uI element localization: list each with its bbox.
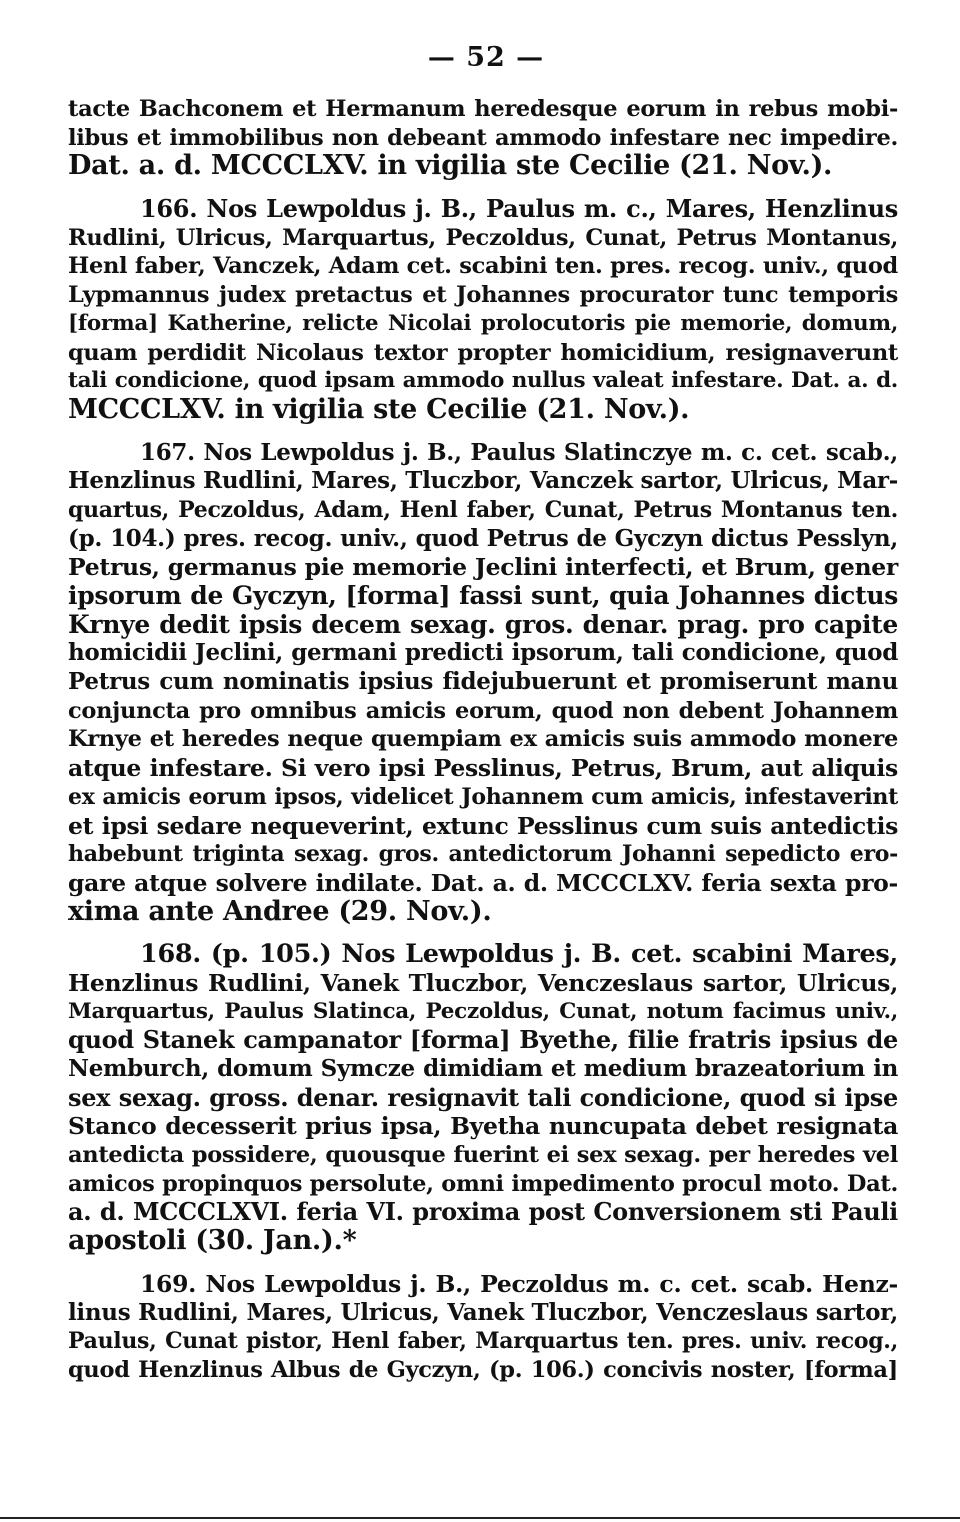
text-line: tali condicione, quod ipsam ammodo nullus valeat infestare. Dat. a. d. [68, 368, 898, 394]
text-line: Rudlini, Ulricus, Marquartus, Peczoldus, Cunat, Petrus Montanus, [68, 224, 898, 251]
text-line: atque infestare. Si vero ipsi Pesslinus, Petrus, Brum, aut aliquis [68, 754, 898, 783]
text-line: habebunt triginta sexag. gros. antedictorum Johanni sepedicto ero- [68, 841, 898, 868]
text-line: antedicta possidere, quousque fuerint ei sex sexag. per heredes vel [68, 1142, 898, 1169]
text-line: et ipsi sedare nequeverint, extunc Pesslinus cum suis antedictis [68, 811, 898, 840]
text-line: 167. Nos Lewpoldus j. B., Paulus Slatinczye m. c. cet. scab., [140, 438, 898, 466]
text-line: Dat. a. d. MCCCLXV. in vigilia ste Cecilie (21. Nov.). [68, 150, 833, 182]
text-line: xima ante Andree (29. Nov.). [68, 895, 492, 927]
bottom-border [0, 1517, 960, 1519]
page-number: — 52 — [427, 42, 545, 73]
text-line: quod Stanek campanator [forma] Byethe, filie fratris ipsius de [68, 1025, 898, 1055]
text-line: a. d. MCCCLXVI. feria VI. proxima post Conversionem sti Pauli [68, 1197, 898, 1227]
text-line: Petrus, germanus pie memorie Jeclini interfecti, et Brum, gener [68, 553, 898, 582]
text-line: [forma] Katherine, relicte Nicolai prolocutoris pie memorie, domum, [68, 310, 898, 336]
text-line: quam perdidit Nicolaus textor propter homicidium, resignaverunt [68, 339, 898, 366]
text-line: tacte Bachconem et Hermanum heredesque eorum in rebus mobi- [68, 96, 898, 122]
text-line: sex sexag. gross. denar. resignavit tali condicione, quod si ipse [68, 1082, 898, 1112]
text-line: 169. Nos Lewpoldus j. B., Peczoldus m. c. cet. scab. Henz- [140, 1269, 898, 1298]
text-line: (p. 104.) pres. recog. univ., quod Petrus de Gyczyn dictus Pesslyn, [68, 524, 898, 552]
entry-paragraph [68, 439, 898, 927]
text-line: quod Henzlinus Albus de Gyczyn, (p. 106.) concivis noster, [forma] [68, 1356, 898, 1383]
text-line: conjuncta pro omnibus amicis eorum, quod non debent Johannem [68, 697, 898, 724]
text-line: Henl faber, Vanczek, Adam cet. scabini ten. pres. recog. univ., quod [68, 253, 898, 280]
text-line: Marquartus, Paulus Slatinca, Peczoldus, Cunat, notum facimus univ., [68, 998, 898, 1024]
text-line: 166. Nos Lewpoldus j. B., Paulus m. c., Mares, Henzlinus [140, 194, 898, 224]
text-line: Henzlinus Rudlini, Mares, Tluczbor, Vanczek sartor, Ulricus, Mar- [68, 467, 898, 495]
text-line: ipsorum de Gyczyn, [forma] fassi sunt, quia Johannes dictus [68, 581, 898, 610]
text-line: linus Rudlini, Mares, Ulricus, Vanek Tluczbor, Venczeslaus sartor, [68, 1298, 898, 1326]
text-line: Paulus, Cunat pistor, Henl faber, Marquartus ten. pres. univ. recog., [68, 1328, 898, 1355]
text-line: Krnye dedit ipsis decem sexag. gros. denar. prag. pro capite [68, 609, 898, 639]
text-line: gare atque solvere indilate. Dat. a. d. MCCCLXV. feria sexta pro- [68, 868, 898, 897]
text-line: Petrus cum nominatis ipsius fidejubuerunt et promiserunt manu [68, 668, 898, 696]
text-line: Nemburch, domum Symcze dimidiam et medium brazeatorium in [68, 1055, 898, 1082]
continuation-paragraph [68, 95, 898, 181]
text-line: libus et immobilibus non debeant ammodo infestare nec impedire. [68, 124, 898, 151]
text-line: apostoli (30. Jan.).* [68, 1225, 357, 1257]
text-line: Henzlinus Rudlini, Vanek Tluczbor, Venczeslaus sartor, Ulricus, [68, 968, 898, 997]
entry-paragraph [68, 1270, 898, 1385]
body-text [68, 95, 898, 1385]
text-line: ex amicis eorum ipsos, videlicet Johannem cum amicis, infestaverint [68, 783, 898, 810]
text-line: quartus, Peczoldus, Adam, Henl faber, Cunat, Petrus Montanus ten. [68, 496, 898, 523]
text-line: 168. (p. 105.) Nos Lewpoldus j. B. cet. scabini Mares, [140, 939, 898, 970]
text-line: homicidii Jeclini, germani predicti ipsorum, tali condicione, quod [68, 639, 898, 667]
text-line: Stanco decesserit prius ipsa, Byetha nuncupata debet resignata [68, 1112, 898, 1141]
entry-paragraph [68, 195, 898, 425]
text-line: MCCCLXV. in vigilia ste Cecilie (21. Nov.). [68, 393, 690, 425]
text-line: Krnye et heredes neque quempiam ex amicis suis ammodo monere [68, 726, 898, 753]
text-line: amicos propinquos persolute, omni impedimento procul moto. Dat. [68, 1170, 898, 1197]
text-line: Lypmannus judex pretactus et Johannes procurator tunc temporis [68, 282, 898, 309]
entry-paragraph [68, 940, 898, 1256]
